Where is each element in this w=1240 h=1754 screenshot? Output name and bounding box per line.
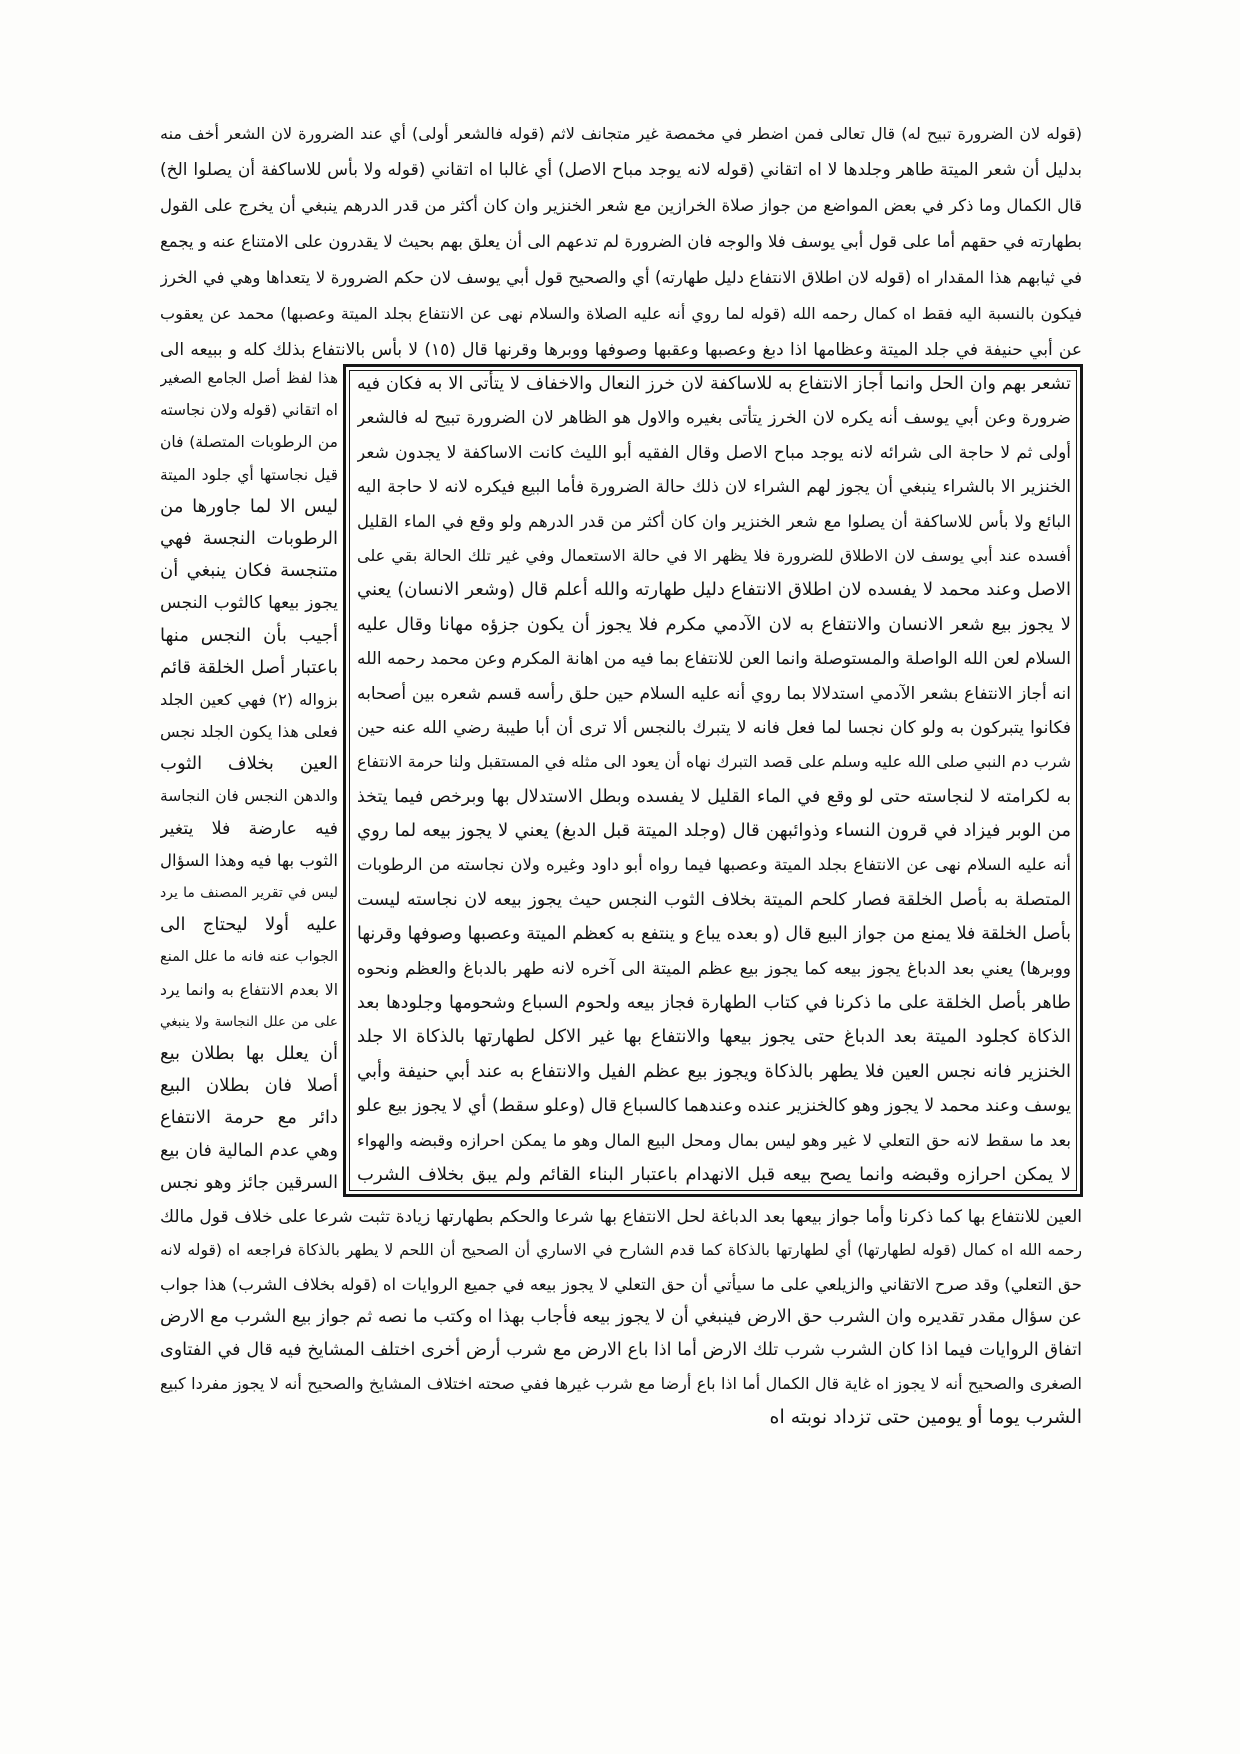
- top-commentary: [160, 116, 1082, 368]
- main-text-line: السلام لعن الله الواصلة والمستوصلة وانما العن للانتفاع بما فيه من اهانة المكرم وعن محمد رحمه الله: [357, 649, 1071, 670]
- main-text-line: شرب دم النبي صلى الله عليه وسلم على قصد التبرك نهاه أن يعود الى مثله في المستقبل ولنا حرمة الانتفاع: [357, 752, 1071, 772]
- main-text-line: فكانوا يتبركون به ولو كان نجسا لما فعل فانه لا يتبرك بالنجس ألا ترى أن أبا طيبة رضي الله عنه حين: [357, 717, 1071, 738]
- margin-commentary-line: بزواله (٢) فهي كعين الجلد: [160, 689, 338, 709]
- margin-commentary-line: وهي عدم المالية فان بيع: [160, 1140, 338, 1161]
- bottom-commentary-line: العين للانتفاع بها كما ذكرنا وأما جواز بيعها بعد الدباغة لحل الانتفاع بها شرعا والحكم بطهارتها زيادة تثبت شرعا على خلاف قول مالك: [160, 1207, 1082, 1227]
- bottom-commentary-line: رحمه الله اه كمال (قوله لطهارتها) أي لطهارتها بالذكاة كما قدم الشارح في الاساري أن الصحيح أن اللحم لا يطهر بالذكاة فراجعه اه (قوله لانه: [160, 1241, 1082, 1260]
- main-text-line: من الوبر فيزاد في قرون النساء وذوائبهن قال (وجلد الميتة قبل الدبغ) يعني لا يجوز بيعه لما روي: [357, 820, 1071, 842]
- margin-commentary-line: على من علل النجاسة ولا ينبغي: [160, 1013, 338, 1030]
- margin-commentary-line: باعتبار أصل الخلقة قائم: [160, 656, 338, 678]
- margin-commentary-line: ليس في تقرير المصنف ما يرد: [160, 885, 338, 901]
- margin-commentary-line: اه اتقاني (قوله ولان نجاسته: [160, 401, 338, 420]
- margin-commentary-line: أجيب بأن النجس منها: [160, 624, 338, 646]
- main-text-line: بأصل الخلقة فلا يمنع من جواز البيع قال (و بعده يباع و ينتفع به كعظم الميتة وعصبها وصوفها وقرنها: [357, 924, 1071, 945]
- main-text-line: أفسده عند أبي يوسف لان الاطلاق للضرورة فلا يظهر الا في حالة الاستعمال وفي غير تلك الحالة بقي على: [357, 545, 1071, 565]
- main-text-line: به لكرامته لا لنجاسته حتى لو وقع في الماء القليل لا يفسده وبطل الاستدلال بها وبرخص فيما يتخذ: [357, 786, 1071, 807]
- margin-commentary-line: متنجسة فكان ينبغي أن: [160, 560, 338, 582]
- bottom-commentary-line: عن سؤال مقدر تقديره وان الشرب حق الارض فينبغي أن لا يجوز بيعه فأجاب بهذا اه وكتب ما نصه ثم جواز بيع الشرب مع الارض: [160, 1306, 1082, 1327]
- main-text-line: بعد ما سقط لانه حق التعلي لا غير وهو ليس بمال ومحل البيع المال وهو ما يمكن احرازه وقبضه والهواء: [357, 1130, 1071, 1150]
- main-text-line: ضرورة وعن أبي يوسف أنه يكره لان الخرز يتأتى بغيره والاول هو الظاهر لان الضرورة تبيح له فالشعر: [357, 408, 1071, 429]
- margin-commentary-line: الا بعدم الانتفاع به وانما يرد: [160, 980, 338, 999]
- main-text-line: انه أجاز الانتفاع بشعر الآدمي استدلالا بما روي أنه عليه السلام حين حلق رأسه قسم شعره بين أصحابه: [357, 683, 1071, 704]
- margin-commentary-line: العين بخلاف الثوب: [160, 753, 338, 775]
- margin-commentary-line: من الرطوبات المتصلة) فان: [160, 433, 338, 452]
- margin-commentary: [160, 362, 338, 1199]
- top-commentary-line: عن أبي حنيفة في جلد الميتة وعظامها اذا دبغ وعصبها وعقبها وصوفها ووبرها وقرنها قال (١٥) لا بأس بالانتفاع بذلك كله و ببيعه الى: [160, 340, 1082, 360]
- bottom-commentary-line: الشرب يوما أو يومين حتى تزداد نوبته اه: [769, 1405, 1082, 1428]
- main-text-line: يوسف وعند محمد لا يجوز وهو كالخنزير عنده وعندهما كالسباع قال (وعلو سقط) أي لا يجوز بيع علو: [357, 1096, 1071, 1117]
- main-text-line: أولى ثم لا حاجة الى شرائه لانه يوجد مباح الاصل وقال الفقيه أبو الليث كانت الاساكفة لا يجدون شعر: [357, 442, 1071, 463]
- margin-commentary-line: هذا لفظ أصل الجامع الصغير: [160, 369, 338, 387]
- margin-commentary-line: فيه عارضة فلا يتغير: [160, 818, 338, 839]
- main-text-line: الخنزير فانه نجس العين فلا يطهر بالذكاة ويجوز بيع عظم الفيل والانتفاع به عند أبي حنيفة وأبي: [357, 1060, 1071, 1082]
- margin-commentary-line: ليس الا لما جاورها من: [160, 495, 338, 517]
- margin-commentary-line: السرقين جائز وهو نجس: [160, 1172, 338, 1193]
- top-commentary-line: بطهارته في حقهم أما على قول أبي يوسف فلا والوجه فان الضرورة لم تدعهم الى أن يعلق بهم بحيث لا يقدرون على الامتناع عنه و يجمع: [160, 232, 1082, 251]
- margin-commentary-line: فعلى هذا يكون الجلد نجس: [160, 722, 338, 742]
- margin-commentary-line: الثوب بها فيه وهذا السؤال: [160, 850, 338, 870]
- margin-commentary-line: قيل نجاستها أي جلود الميتة: [160, 465, 338, 484]
- main-text-line: أنه عليه السلام نهى عن الانتفاع بجلد الميتة وعصبها فيما رواه أبو داود وغيره ولان نجاسته من الرطوبات: [357, 855, 1071, 875]
- margin-commentary-line: عليه أولا ليحتاج الى: [160, 914, 338, 936]
- bottom-commentary-line: اتفاق الروايات فيما اذا كان الشرب شرب تلك الارض أما اذا باع الارض مع شرب أرض أخرى اختلف المشايخ فيه قال في الفتاوى: [160, 1340, 1082, 1361]
- top-commentary-line: في ثيابهم هذا المقدار اه (قوله لان اطلاق الانتفاع دليل طهارته) أي والصحيح قول أبي يوسف لان حكم الضرورة لا يتعداها وهي في الخرز: [160, 268, 1082, 287]
- main-text-line: لا يمكن احرازه وقبضه وانما يصح بيعه قبل الانهدام باعتبار البناء القائم ولم يبق بخلاف الشرب: [357, 1163, 1071, 1185]
- main-text-line: لا يجوز بيع شعر الانسان والانتفاع به لان الآدمي مكرم فلا يجوز أن يكون جزؤه مهانا وقال عليه: [357, 613, 1071, 635]
- main-text: [357, 367, 1071, 1192]
- main-text-line: تشعر بهم وان الحل وانما أجاز الانتفاع به للاساكفة لان خرز النعال والاخفاف لا يتأتى الا به فكان فيه: [357, 374, 1071, 394]
- bottom-commentary: [160, 1201, 1082, 1434]
- top-commentary-line: (قوله لان الضرورة تبيح له) قال تعالى فمن اضطر في مخمصة غير متجانف لاثم (قوله فالشعر أولى) أي عند الضرورة لان الشعر أخف منه: [160, 124, 1082, 143]
- margin-commentary-line: أن يعلل بها بطلان بيع: [160, 1042, 338, 1064]
- main-text-line: المتصلة به بأصل الخلقة فصار كلحم الميتة بخلاف الثوب النجس حيث يجوز بيعه لان نجاسته ليست: [357, 889, 1071, 910]
- main-text-line: ووبرها) يعني بعد الدباغ يجوز بيعه كما يجوز بيع عظم الميتة الى آخره لانه طهر بالدباغ والعظم ونحوه: [357, 958, 1071, 979]
- margin-commentary-line: أصلا فان بطلان البيع: [160, 1075, 338, 1097]
- margin-commentary-line: دائر مع حرمة الانتفاع: [160, 1107, 338, 1129]
- main-text-line: البائع ولا بأس للاساكفة أن يصلوا مع شعر الخنزير وان كان أكثر من قدر الدرهم ولو وقع في الماء القليل: [357, 511, 1071, 531]
- main-text-line: طاهر بأصل الخلقة على ما ذكرنا في كتاب الطهارة فجاز بيعه ولحوم السباع وشحومها وجلودها بعد: [357, 993, 1071, 1014]
- margin-commentary-line: والدهن النجس فان النجاسة: [160, 787, 338, 806]
- bottom-commentary-line: حق التعلي) وقد صرح الاتقاني والزيلعي على ما سيأتي أن حق التعلي لا يجوز بيعه في جميع الروايات اه (قوله بخلاف الشرب) هذا جواب: [160, 1274, 1082, 1294]
- top-commentary-line: فيكون بالنسبة اليه فقط اه كمال رحمه الله (قوله لما روي أنه عليه الصلاة والسلام نهى عن الانتفاع بجلد الميتة وعصبها) محمد عن يعقوب: [160, 304, 1082, 323]
- top-commentary-line: قال الكمال وما ذكر في بعض المواضع من جواز صلاة الخرازين مع شعر الخنزير وان كان أكثر من قدر الدرهم ينبغي أن يخرج على القول: [160, 196, 1082, 215]
- top-commentary-line: بدليل أن شعر الميتة طاهر وجلدها لا اه اتقاني (قوله لانه يوجد مباح الاصل) أي غالبا اه اتقاني (قوله ولا بأس للاساكفة أن يصلوا الخ): [160, 160, 1082, 180]
- margin-commentary-line: يجوز بيعها كالثوب النجس: [160, 593, 338, 614]
- main-text-line: الاصل وعند محمد لا يفسده لان اطلاق الانتفاع دليل طهارته والله أعلم قال (وشعر الانسان) يعني: [357, 579, 1071, 601]
- main-text-line: الخنزير الا بالشراء ينبغي أن يجوز لهم الشراء لان ذلك حالة الضرورة فأما البيع فيكره لانه لا حاجة اليه: [357, 477, 1071, 498]
- bottom-commentary-line: الصغرى والصحيح أنه لا يجوز اه غاية قال الكمال أما اذا باع أرضا مع شرب غيرها ففي صحته اختلاف المشايخ والصحيح أنه لا يجوز مفردا كبيع: [160, 1374, 1082, 1394]
- main-text-line: الذكاة كجلود الميتة بعد الدباغ حتى يجوز بيعها والانتفاع بها غير الاكل لطهارتها بالذكاة الا جلد: [357, 1026, 1071, 1048]
- margin-commentary-line: الجواب عنه فانه ما علل المنع: [160, 949, 338, 966]
- margin-commentary-line: الرطوبات النجسة فهي: [160, 527, 338, 549]
